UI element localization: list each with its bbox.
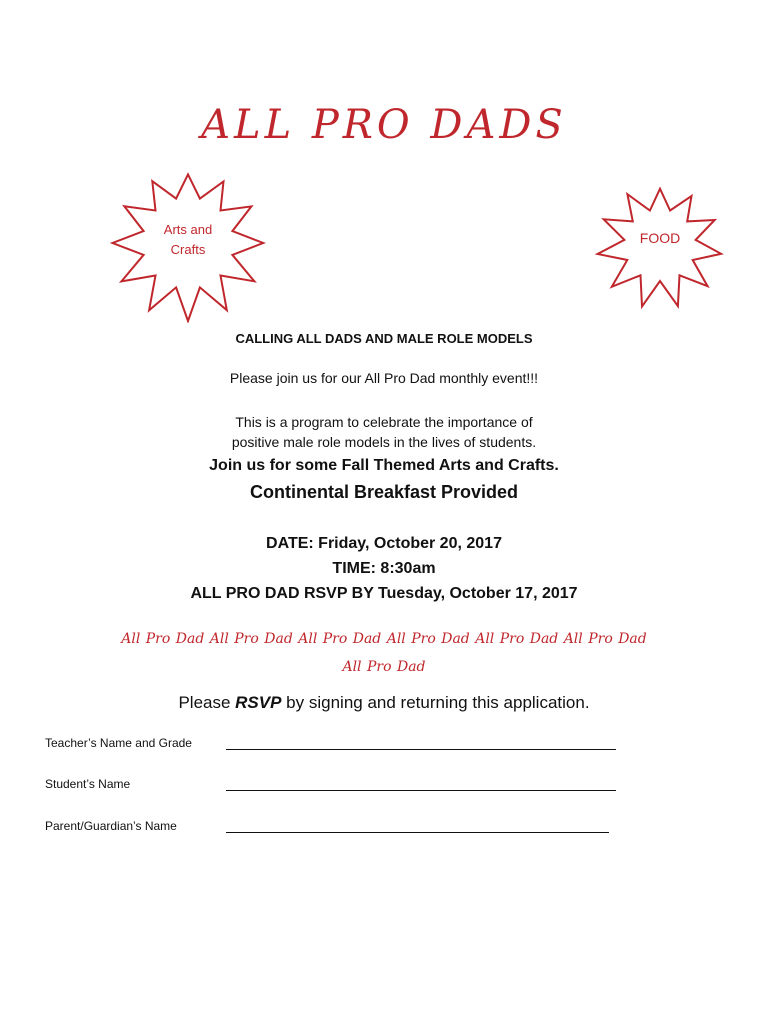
breakfast-text: Continental Breakfast Provided [249,482,519,502]
calling-heading: CALLING ALL DADS AND MALE ROLE MODELS [235,331,533,346]
food-burst [590,180,730,310]
rsvp-deadline: ALL PRO DAD RSVP BY Tuesday, October 17, 2017 [190,585,578,602]
teacher-name-line[interactable] [226,749,616,750]
student-name-label: Student’s Name [45,777,131,791]
rsvp-instruction [0,693,768,713]
decorative-banner-line-1: All Pro Dad All Pro Dad All Pro Dad All Pro Dad All Pro Dad All Pro Dad [121,631,647,647]
decorative-banner [40,625,728,681]
teacher-name-label: Teacher’s Name and Grade [45,736,192,750]
parent-name-label: Parent/Guardian’s Name [45,819,177,833]
rsvp-emphasis: RSVP [235,693,282,712]
arts-and-crafts-line-1: Arts and [163,222,213,237]
arts-and-crafts-burst [105,163,271,323]
invitation-text: Please join us for our All Pro Dad monthly event!!! [229,370,539,386]
program-description-line-2: positive male role models in the lives of students. [231,434,537,450]
parent-name-line[interactable] [226,832,609,833]
rsvp-instruction-start: Please [178,693,236,712]
arts-and-crafts-line-2: Crafts [170,242,206,257]
rsvp-instruction-end: by signing and returning this application. [281,693,590,712]
food-label: FOOD [639,230,681,246]
student-name-line[interactable] [226,790,616,791]
event-date: DATE: Friday, October 20, 2017 [266,535,502,552]
page-title: ALL PRO DADS [201,102,567,148]
arts-and-crafts-label [105,220,271,260]
decorative-banner-line-2: All Pro Dad [342,659,426,675]
event-time: TIME: 8:30am [332,560,436,577]
fall-crafts-text: Join us for some Fall Themed Arts and Crafts. [209,457,559,474]
program-description-line-1: This is a program to celebrate the importance of [235,414,533,430]
